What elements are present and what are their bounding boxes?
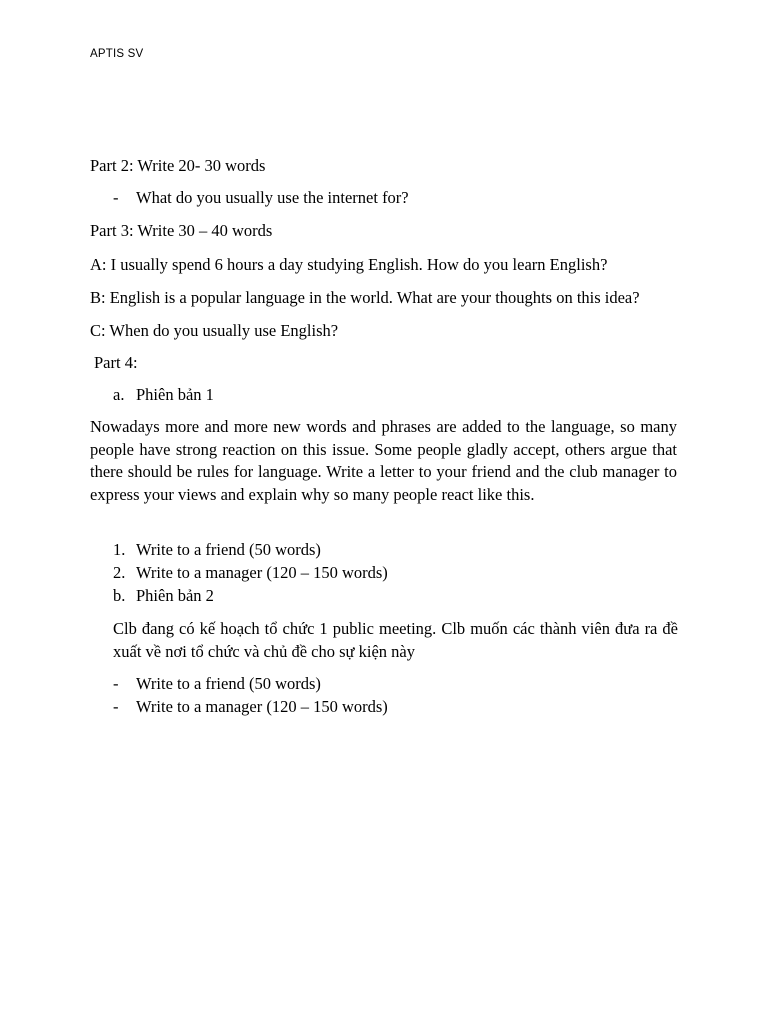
version-a-prompt: Nowadays more and more new words and phrases are added to the language, so many people have strong reaction on this issue. Some people gladly accept, others argue that there should be rules for language. Write a letter to your friend and the club manager to express your views and explain why so many people react like this. [90,417,677,504]
version-a-marker: a. [113,385,125,404]
version-a-task-2-marker: 2. [113,563,126,582]
part2-title: Part 2: Write 20- 30 words [90,156,266,175]
version-a-task-1: Write to a friend (50 words) [136,540,321,559]
part2-bullet-mark: - [113,188,119,207]
part3-item-a: A: I usually spend 6 hours a day studying English. How do you learn English? [90,255,608,274]
document-header: APTIS SV [90,48,144,60]
version-b-task-2: Write to a manager (120 – 150 words) [136,697,388,716]
part4-title: Part 4: [94,353,138,372]
part3-item-b: B: English is a popular language in the world. What are your thoughts on this idea? [90,288,640,307]
part3-item-c: C: When do you usually use English? [90,321,339,340]
version-b-task-2-marker: - [113,697,119,716]
part2-question: What do you usually use the internet for? [136,188,409,207]
version-b-task-1: Write to a friend (50 words) [136,674,321,693]
part3-title: Part 3: Write 30 – 40 words [90,221,273,240]
version-b-task-1-marker: - [113,674,119,693]
version-b-label: Phiên bản 2 [136,586,214,605]
version-a-task-1-marker: 1. [113,540,126,559]
version-a-task-2: Write to a manager (120 – 150 words) [136,563,388,582]
version-b-marker: b. [113,586,126,605]
version-b-prompt: Clb đang có kế hoạch tổ chức 1 public meeting. Clb muốn các thành viên đưa ra đề xuất về nơi tổ chức và chủ đề cho sự kiện này [113,619,678,661]
version-a-label: Phiên bản 1 [136,385,214,404]
